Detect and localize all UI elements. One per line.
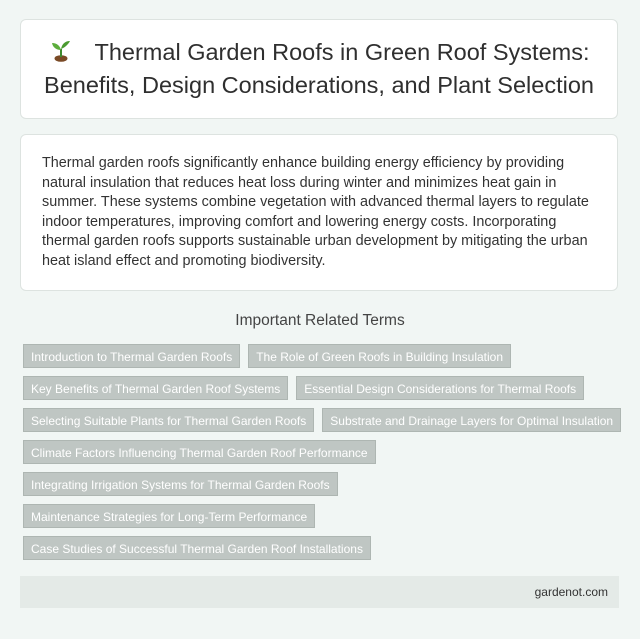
term-design-considerations[interactable]: Essential Design Considerations for Thermal Roofs	[296, 376, 584, 400]
related-terms-heading: Important Related Terms	[235, 312, 405, 329]
intro-paragraph: Thermal garden roofs significantly enhance building energy efficiency by providing natural insulation that reduces heat loss during winter and minimizes heat gain in summer. These systems combine vegetation with advanced thermal layers to regulate indoor temperatures, improving comfort and lowering energy costs. Incorporating thermal garden roofs supports sustainable urban development by mitigating the urban heat island effect and promoting biodiversity.	[42, 155, 589, 269]
sprout-icon	[48, 40, 74, 62]
term-case-studies[interactable]: Case Studies of Successful Thermal Garden Roof Installations	[23, 536, 371, 560]
title-card	[20, 19, 618, 119]
term-key-benefits[interactable]: Key Benefits of Thermal Garden Roof Systems	[23, 376, 288, 400]
term-introduction[interactable]: Introduction to Thermal Garden Roofs	[23, 344, 240, 368]
page-title-text: Thermal Garden Roofs in Green Roof Systems: Benefits, Design Considerations, and Plant Selection	[44, 39, 594, 98]
footer-site-link[interactable]: gardenot.com	[534, 585, 608, 599]
term-climate-factors[interactable]: Climate Factors Influencing Thermal Garden Roof Performance	[23, 440, 376, 464]
term-role-of-green-roofs[interactable]: The Role of Green Roofs in Building Insulation	[248, 344, 511, 368]
term-substrate-drainage[interactable]: Substrate and Drainage Layers for Optimal Insulation	[322, 408, 621, 432]
intro-card	[20, 134, 618, 291]
page-title	[21, 36, 617, 102]
footer	[20, 576, 619, 608]
term-selecting-plants[interactable]: Selecting Suitable Plants for Thermal Garden Roofs	[23, 408, 314, 432]
term-maintenance-strategies[interactable]: Maintenance Strategies for Long-Term Performance	[23, 504, 315, 528]
related-terms-list	[23, 344, 623, 560]
term-irrigation-systems[interactable]: Integrating Irrigation Systems for Thermal Garden Roofs	[23, 472, 338, 496]
